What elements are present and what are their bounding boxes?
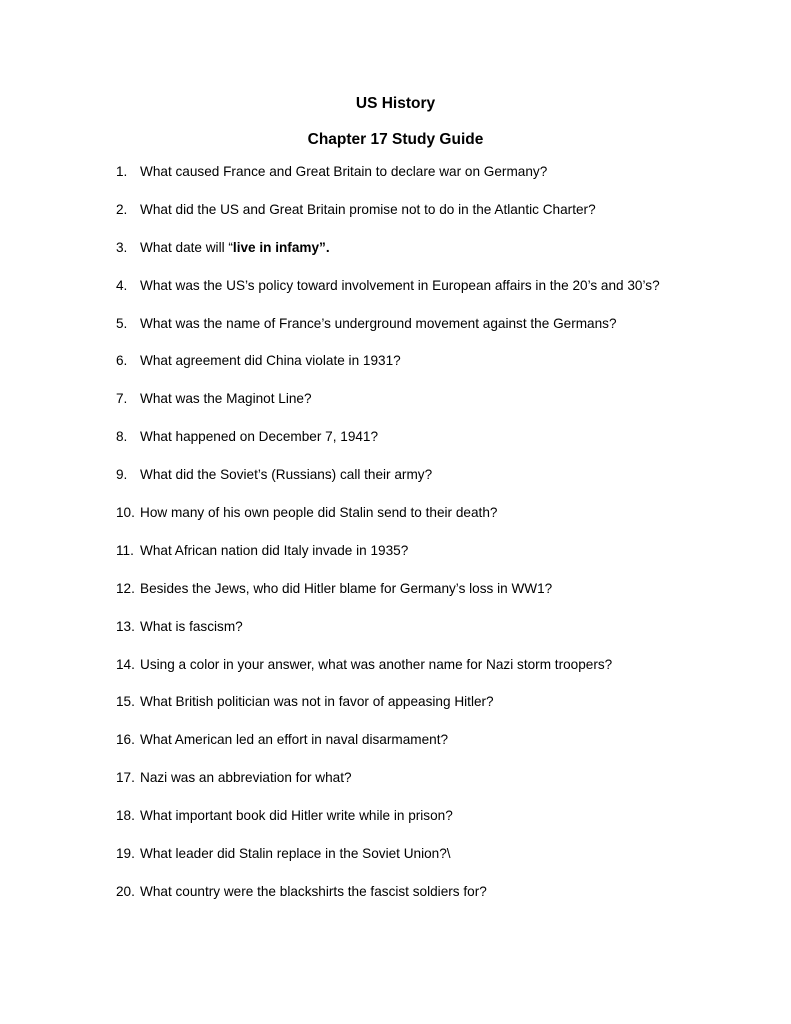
question-text: What was the Maginot Line? bbox=[140, 391, 312, 407]
question-item bbox=[116, 314, 756, 352]
question-number: 3. bbox=[116, 239, 128, 255]
question-item bbox=[116, 162, 756, 200]
question-item bbox=[116, 806, 756, 844]
question-text: Using a color in your answer, what was another name for Nazi storm troopers? bbox=[140, 656, 613, 672]
question-number: 1. bbox=[116, 164, 128, 179]
question-item bbox=[116, 503, 756, 541]
question-item bbox=[116, 541, 756, 579]
question-number: 15. bbox=[116, 694, 135, 710]
question-number: 12. bbox=[116, 580, 135, 596]
question-number: 16. bbox=[116, 732, 135, 748]
question-text: What American led an effort in naval disarmament? bbox=[140, 732, 449, 748]
question-item bbox=[116, 276, 756, 314]
question-number: 9. bbox=[116, 467, 128, 483]
question-text: What British politician was not in favor of appeasing Hitler? bbox=[140, 694, 494, 710]
question-item bbox=[116, 692, 756, 730]
question-number: 11. bbox=[116, 542, 134, 558]
question-number: 8. bbox=[116, 429, 128, 445]
question-text: What was the name of France’s underground movement against the Germans? bbox=[140, 315, 617, 331]
question-text: What did the Soviet’s (Russians) call their army? bbox=[140, 467, 433, 483]
question-number: 4. bbox=[116, 277, 128, 293]
question-number: 6. bbox=[116, 353, 128, 369]
question-item bbox=[116, 238, 756, 276]
question-text: What was the US’s policy toward involvement in European affairs in the 20’s and 30’s? bbox=[140, 277, 660, 293]
question-number: 19. bbox=[116, 846, 135, 862]
question-item bbox=[116, 655, 756, 693]
question-list bbox=[116, 162, 756, 920]
question-text: What African nation did Italy invade in 1935? bbox=[140, 542, 409, 558]
question-text: What happened on December 7, 1941? bbox=[140, 429, 379, 445]
question-text: Nazi was an abbreviation for what? bbox=[140, 770, 352, 786]
question-text: Besides the Jews, who did Hitler blame for Germany’s loss in WW1? bbox=[140, 580, 553, 596]
question-text-bold: live in infamy”. bbox=[232, 239, 330, 255]
question-item bbox=[116, 730, 756, 768]
question-item bbox=[116, 389, 756, 427]
question-item bbox=[116, 200, 756, 238]
question-text bbox=[140, 238, 330, 276]
page-title: US History bbox=[355, 95, 436, 112]
question-item bbox=[116, 351, 756, 389]
question-item bbox=[116, 768, 756, 806]
question-item bbox=[116, 427, 756, 465]
question-text: What important book did Hitler write while in prison? bbox=[140, 808, 453, 824]
question-number: 17. bbox=[116, 770, 135, 786]
page-subtitle: Chapter 17 Study Guide bbox=[307, 131, 484, 148]
question-text: What leader did Stalin replace in the Soviet Union?\ bbox=[140, 846, 451, 862]
question-item bbox=[116, 465, 756, 503]
question-number: 7. bbox=[116, 391, 128, 407]
question-item bbox=[116, 579, 756, 617]
question-number: 18. bbox=[116, 808, 135, 824]
question-item bbox=[116, 844, 756, 882]
question-text-plain: What date will “ bbox=[140, 239, 233, 255]
question-text: What agreement did China violate in 1931? bbox=[140, 353, 401, 369]
question-text: What country were the blackshirts the fascist soldiers for? bbox=[140, 883, 487, 899]
question-number: 13. bbox=[116, 618, 135, 634]
question-text: What caused France and Great Britain to declare war on Germany? bbox=[140, 164, 548, 179]
question-item bbox=[116, 617, 756, 655]
question-text: What did the US and Great Britain promise not to do in the Atlantic Charter? bbox=[140, 201, 596, 217]
question-number: 14. bbox=[116, 656, 135, 672]
question-number: 20. bbox=[116, 883, 135, 899]
question-item bbox=[116, 882, 756, 920]
question-number: 2. bbox=[116, 201, 128, 217]
question-text: What is fascism? bbox=[140, 618, 243, 634]
question-number: 10. bbox=[116, 505, 135, 521]
question-number: 5. bbox=[116, 315, 128, 331]
question-text: How many of his own people did Stalin send to their death? bbox=[140, 505, 498, 521]
